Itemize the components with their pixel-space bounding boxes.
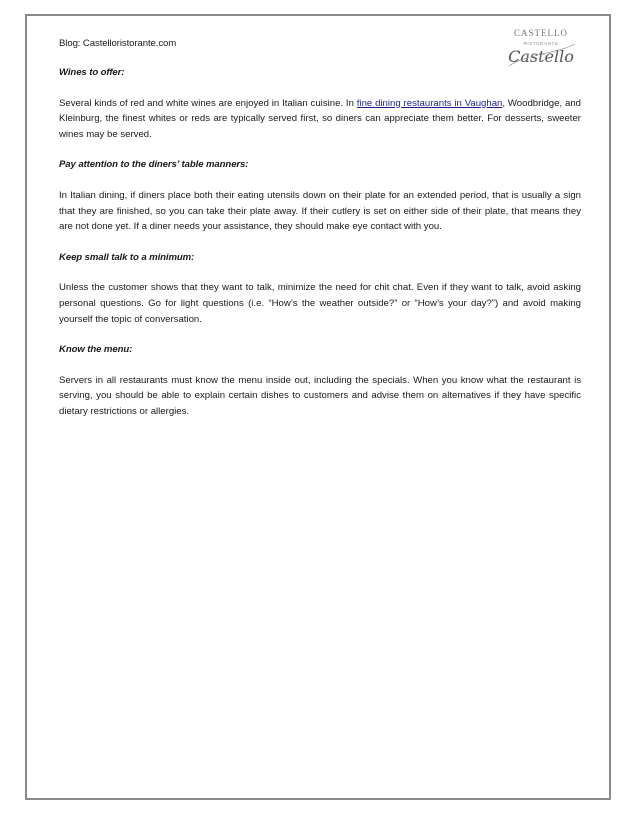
section-body-menu: Servers in all restaurants must know the menu inside out, including the specials. When you know what the restaurant is serving, you should be able to explain certain dishes to customers and advise them on alternatives if they have specific dietary restrictions or allergies. — [59, 374, 581, 417]
section-title-small-talk: Keep small talk to a minimum: — [59, 251, 195, 263]
wines-text-after-link: , Woodbridge, and Kleinburg, the finest whites or reds are typically served first, so diners can appreciate them better. For desserts, sweeter wines may be served. — [59, 97, 581, 140]
document-body — [59, 65, 581, 435]
section-body-table-manners: In Italian dining, if diners place both their eating utensils down on their plate for an extended period, that is usually a sign that they are finished, so you can take their plate away. If their cutlery is set on either side of their plate, that means they are not done yet. If a diner needs your assistance, they should make eye contact with you. — [59, 189, 581, 233]
fine-dining-link[interactable]: fine dining restaurants in Vaughan — [356, 97, 503, 109]
section-title-table-manners: Pay attention to the diners’ table manners: — [59, 159, 249, 171]
section-body-small-talk: Unless the customer shows that they want to talk, minimize the need for chit chat. Even if they want to talk, avoid asking personal questions. Go for light questions (i.e. “How’s the weather outside?” or “How’s your day?”) and avoid making yourself the topic of conversation. — [59, 282, 581, 325]
section-body-wines — [59, 96, 581, 143]
logo-mid-text: RISTORANTE — [523, 41, 559, 46]
logo-top-text: CASTELLO — [514, 28, 568, 38]
logo-script-text: Castello — [508, 47, 574, 66]
section-title-wines: Wines to offer: — [59, 67, 125, 78]
wines-text-before-link: Several kinds of red and white wines are enjoyed in Italian cuisine. In — [59, 97, 357, 109]
blog-label: Blog: Castelloristorante.com — [59, 38, 177, 49]
section-title-menu: Know the menu: — [59, 344, 133, 356]
